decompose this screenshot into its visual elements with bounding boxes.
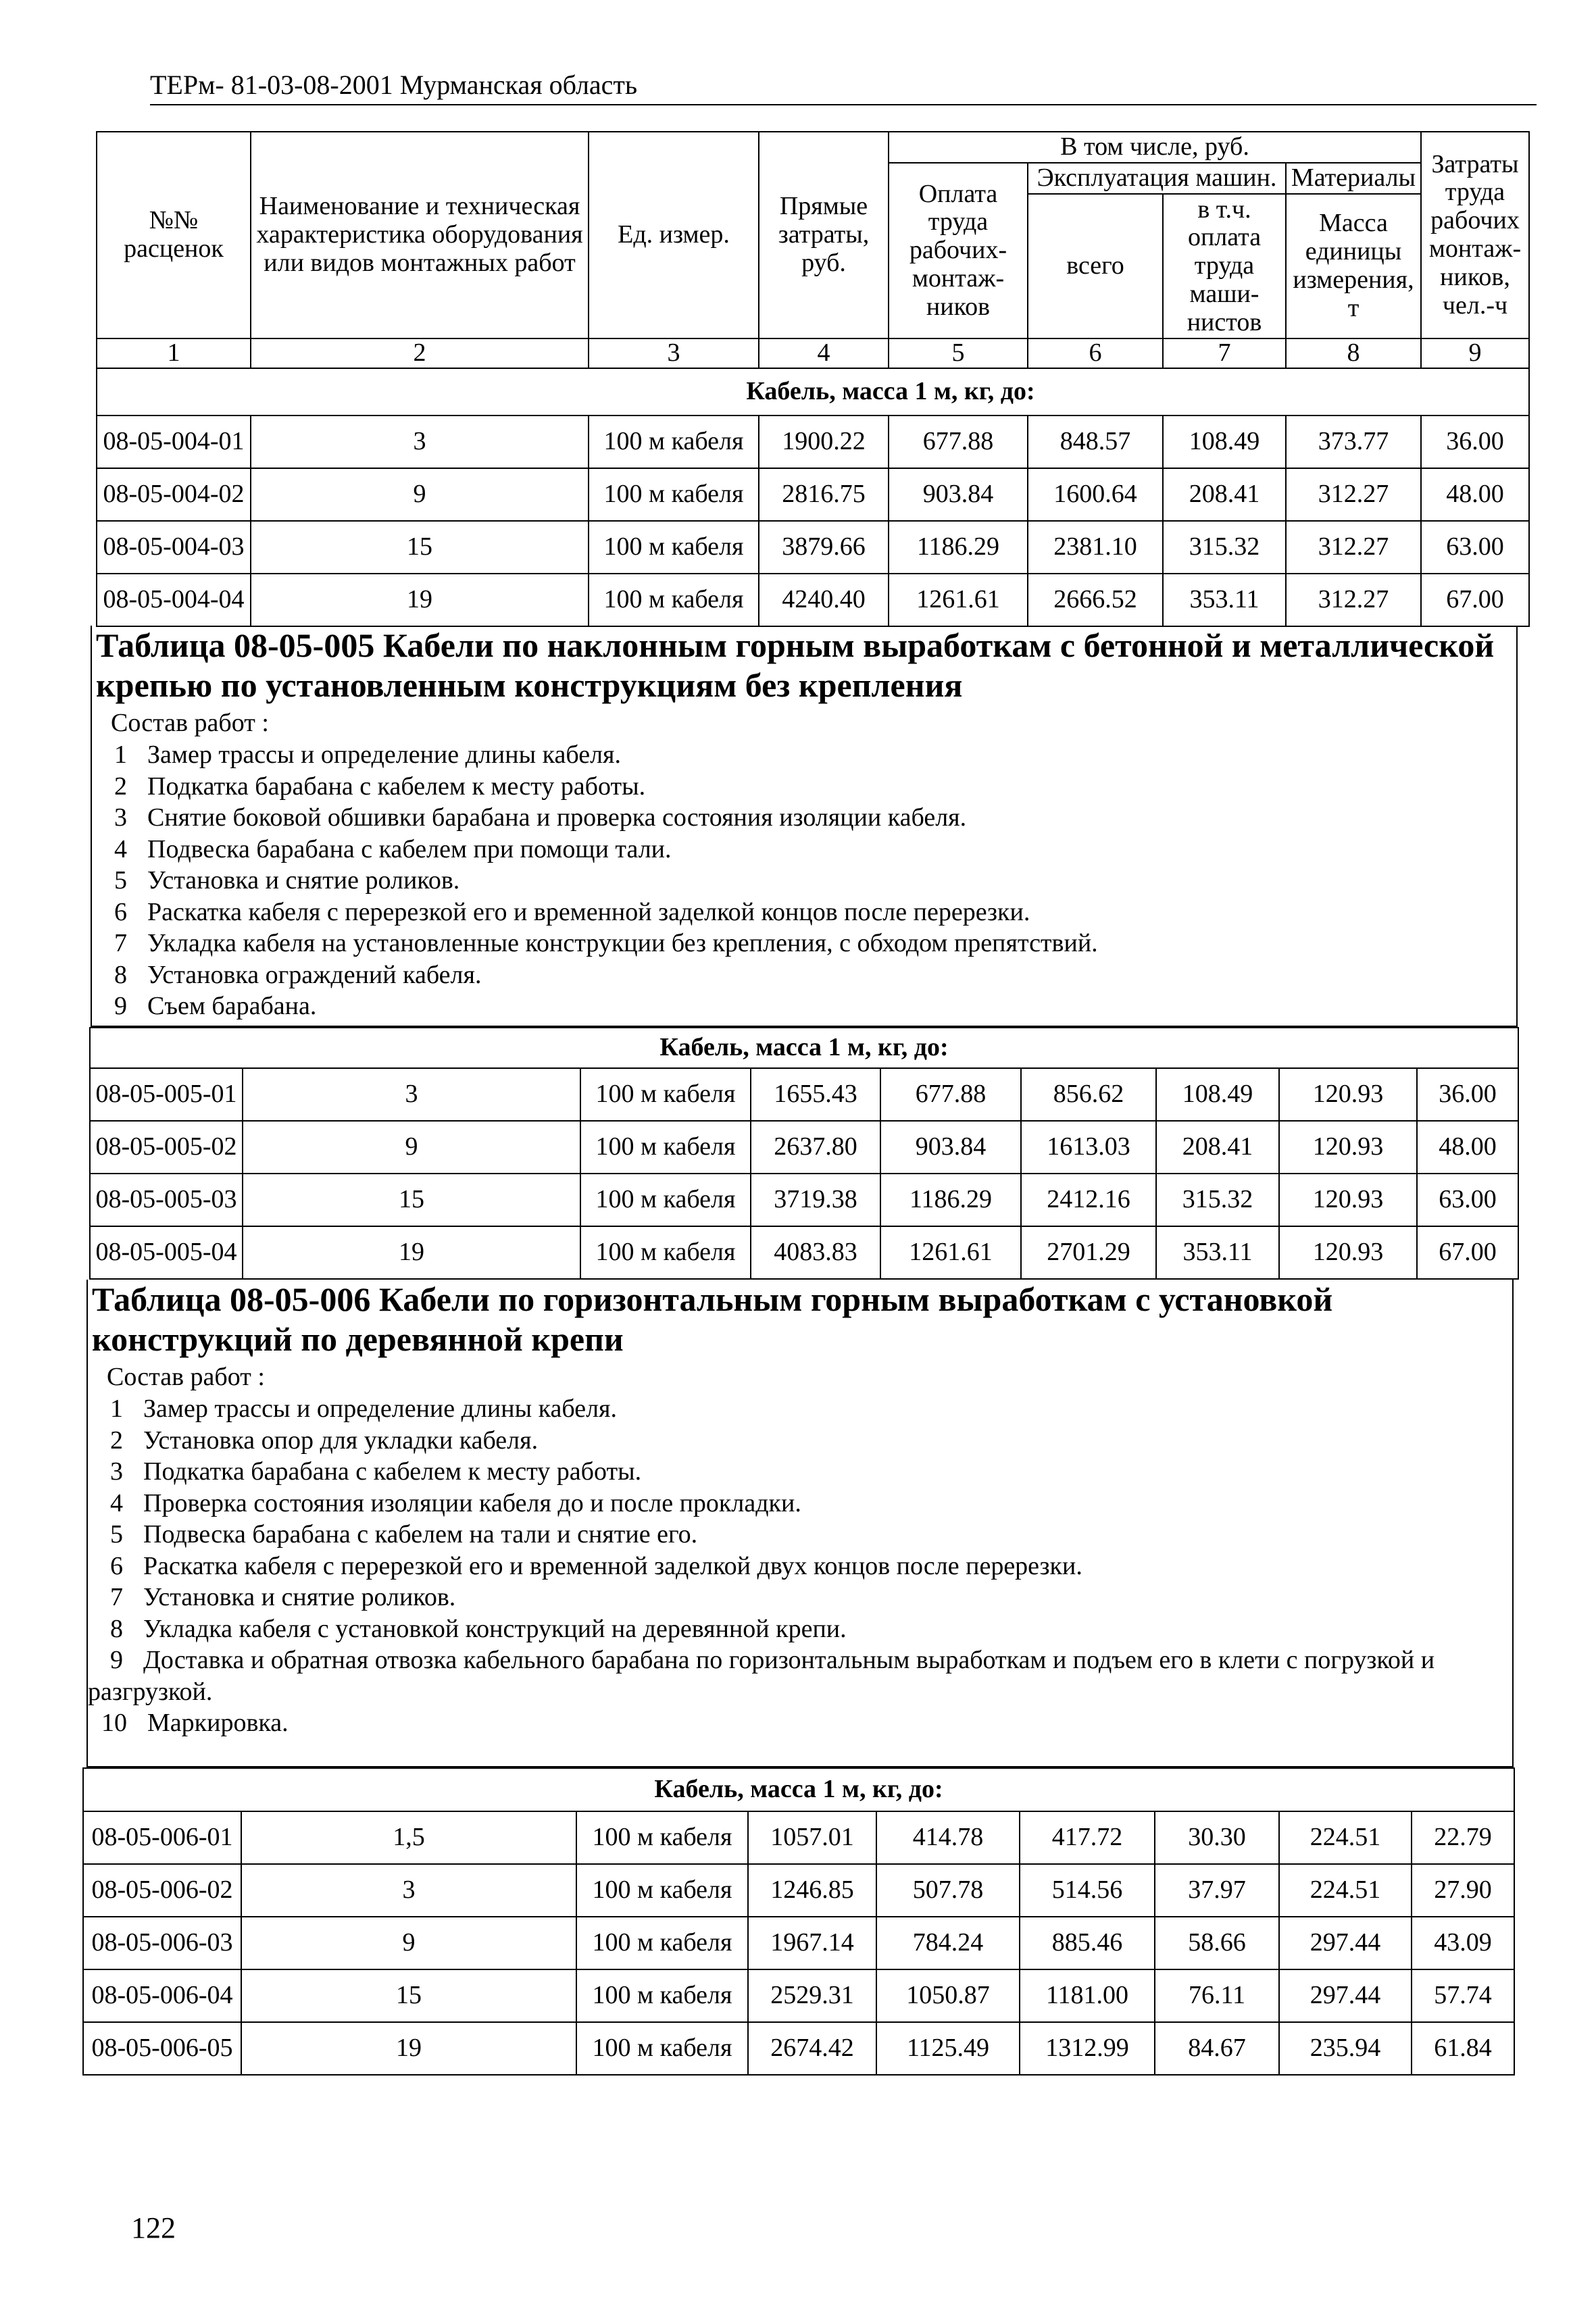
list-item: 9 Доставка и обратная отвозка кабельного барабана по горизонтальным выработкам и подъем его в клети с погрузкой и разгрузкой.	[88, 1646, 1435, 1706]
machines-total: 1613.03	[1021, 1121, 1156, 1174]
unit-of-measure: 100 м кабеля	[589, 468, 759, 521]
materials: 120.93	[1279, 1121, 1417, 1174]
work-composition-label: Состав работ :	[107, 1363, 265, 1391]
direct-costs: 2674.42	[748, 2022, 876, 2075]
unit-of-measure: 100 м кабеля	[589, 574, 759, 626]
direct-costs: 1246.85	[748, 1864, 876, 1917]
machinist-pay: 84.67	[1155, 2022, 1279, 2075]
materials: 297.44	[1279, 1917, 1412, 1969]
table-subheader: Кабель, масса 1 м, кг, до:	[90, 1028, 1518, 1068]
col-header-machines: Эксплуатация машин.	[1028, 163, 1286, 194]
labor-cost: 67.00	[1421, 574, 1529, 626]
machines-total: 2701.29	[1021, 1226, 1156, 1279]
machines-total: 856.62	[1021, 1068, 1156, 1121]
machines-total: 885.46	[1020, 1917, 1155, 1969]
unit-of-measure: 100 м кабеля	[589, 416, 759, 468]
labor-cost: 22.79	[1412, 1811, 1514, 1864]
cable-mass: 15	[241, 1969, 576, 2022]
materials: 235.94	[1279, 2022, 1412, 2075]
table-row	[97, 468, 1529, 521]
col-header-machines-total: всего	[1028, 194, 1163, 338]
machines-total: 2381.10	[1028, 521, 1163, 574]
labor-cost: 36.00	[1417, 1068, 1518, 1121]
cable-mass: 9	[243, 1121, 580, 1174]
col-number-3: 3	[589, 338, 759, 368]
list-item: 4 Проверка состояния изоляции кабеля до и после прокладки.	[110, 1488, 801, 1517]
list-item: 7 Установка и снятие роликов.	[110, 1583, 456, 1611]
cable-mass: 3	[243, 1068, 580, 1121]
cable-mass: 15	[243, 1174, 580, 1226]
cable-mass: 9	[251, 468, 589, 521]
materials: 120.93	[1279, 1068, 1417, 1121]
rate-code: 08-05-006-01	[83, 1811, 241, 1864]
unit-of-measure: 100 м кабеля	[580, 1174, 751, 1226]
list-item: 8 Укладка кабеля с установкой конструкций на деревянной крепи.	[110, 1614, 847, 1643]
table-row	[90, 1121, 1518, 1174]
unit-of-measure: 100 м кабеля	[580, 1121, 751, 1174]
section-08-05-006	[86, 1280, 1514, 1767]
labor-cost: 27.90	[1412, 1864, 1514, 1917]
unit-of-measure: 100 м кабеля	[576, 1864, 748, 1917]
labor-pay: 1261.61	[880, 1226, 1021, 1279]
labor-cost: 48.00	[1417, 1121, 1518, 1174]
price-table-08-05-006	[82, 1767, 1515, 2076]
machines-total: 1600.64	[1028, 468, 1163, 521]
table-row	[83, 1811, 1514, 1864]
col-header-materials: Материалы	[1286, 163, 1421, 194]
section-title: Таблица 08-05-006 Кабели по горизонтальным горным выработкам с установкой конструкций по деревянной крепи	[92, 1280, 1333, 1358]
list-item: 1 Замер трассы и определение длины кабеля.	[110, 1394, 618, 1423]
col-number-7: 7	[1163, 338, 1286, 368]
work-composition-list	[92, 739, 1516, 1022]
table-row	[97, 416, 1529, 468]
materials: 312.27	[1286, 574, 1421, 626]
col-header-labor-pay: Оплата труда рабочих-монтаж-ников	[889, 163, 1028, 338]
direct-costs: 2637.80	[751, 1121, 880, 1174]
list-item: 1 Замер трассы и определение длины кабеля.	[114, 740, 622, 769]
list-item: 10 Маркировка.	[101, 1709, 289, 1737]
labor-cost: 57.74	[1412, 1969, 1514, 2022]
machinist-pay: 30.30	[1155, 1811, 1279, 1864]
materials: 120.93	[1279, 1226, 1417, 1279]
unit-of-measure: 100 м кабеля	[580, 1226, 751, 1279]
direct-costs: 1967.14	[748, 1917, 876, 1969]
rate-code: 08-05-004-02	[97, 468, 251, 521]
col-header-direct-costs: Прямые затраты, руб.	[759, 132, 889, 338]
materials: 312.27	[1286, 521, 1421, 574]
page-number: 122	[131, 2211, 176, 2244]
machinist-pay: 37.97	[1155, 1864, 1279, 1917]
price-table-08-05-004	[96, 131, 1530, 627]
unit-of-measure: 100 м кабеля	[576, 2022, 748, 2075]
list-item: 2 Установка опор для укладки кабеля.	[110, 1426, 539, 1455]
header-divider	[150, 104, 1537, 105]
direct-costs: 4083.83	[751, 1226, 880, 1279]
machinist-pay: 315.32	[1163, 521, 1286, 574]
section-08-05-005	[91, 626, 1518, 1027]
direct-costs: 3719.38	[751, 1174, 880, 1226]
col-header-labor-cost: Затраты труда рабочих монтаж-ников, чел.-ч	[1421, 132, 1529, 338]
list-item: 8 Установка ограждений кабеля.	[114, 960, 482, 989]
col-number-1: 1	[97, 338, 251, 368]
labor-cost: 36.00	[1421, 416, 1529, 468]
machinist-pay: 208.41	[1163, 468, 1286, 521]
labor-cost: 61.84	[1412, 2022, 1514, 2075]
machines-total: 1181.00	[1020, 1969, 1155, 2022]
list-item: 9 Съем барабана.	[114, 992, 317, 1020]
materials: 120.93	[1279, 1174, 1417, 1226]
table-row	[97, 574, 1529, 626]
machinist-pay: 76.11	[1155, 1969, 1279, 2022]
direct-costs: 1057.01	[748, 1811, 876, 1864]
list-item: 4 Подвеска барабана с кабелем при помощи тали.	[114, 834, 672, 863]
labor-pay: 677.88	[880, 1068, 1021, 1121]
materials: 312.27	[1286, 468, 1421, 521]
labor-pay: 414.78	[876, 1811, 1020, 1864]
rate-code: 08-05-005-04	[90, 1226, 243, 1279]
machines-total: 2412.16	[1021, 1174, 1156, 1226]
labor-pay: 677.88	[889, 416, 1028, 468]
table-row	[83, 1917, 1514, 1969]
labor-pay: 1261.61	[889, 574, 1028, 626]
unit-of-measure: 100 м кабеля	[580, 1068, 751, 1121]
rate-code: 08-05-005-02	[90, 1121, 243, 1174]
labor-pay: 903.84	[889, 468, 1028, 521]
labor-cost: 63.00	[1421, 521, 1529, 574]
col-header-name: Наименование и техническая характеристика оборудования или видов монтажных работ	[251, 132, 589, 338]
col-header-machines-labor: в т.ч. оплата труда маши-нистов	[1163, 194, 1286, 338]
col-header-mass: Масса единицы измерения, т	[1286, 194, 1421, 338]
unit-of-measure: 100 м кабеля	[576, 1969, 748, 2022]
rate-code: 08-05-006-02	[83, 1864, 241, 1917]
labor-pay: 1186.29	[880, 1174, 1021, 1226]
cable-mass: 19	[241, 2022, 576, 2075]
machinist-pay: 353.11	[1156, 1226, 1279, 1279]
page-header-title: ТЕРм- 81-03-08-2001 Мурманская область	[150, 70, 638, 100]
col-number-2: 2	[251, 338, 589, 368]
section-title: Таблица 08-05-005 Кабели по наклонным горным выработкам с бетонной и металлической крепью по установленным конструкциям без крепления	[96, 626, 1495, 704]
labor-cost: 63.00	[1417, 1174, 1518, 1226]
col-number-5: 5	[889, 338, 1028, 368]
cable-mass: 15	[251, 521, 589, 574]
list-item: 5 Установка и снятие роликов.	[114, 866, 460, 895]
col-header-code: №№ расценок	[97, 132, 251, 338]
rate-code: 08-05-004-01	[97, 416, 251, 468]
list-item: 5 Подвеска барабана с кабелем на тали и снятие его.	[110, 1520, 698, 1549]
direct-costs: 1655.43	[751, 1068, 880, 1121]
unit-of-measure: 100 м кабеля	[576, 1917, 748, 1969]
price-table-08-05-005	[89, 1027, 1519, 1280]
list-item: 3 Снятие боковой обшивки барабана и проверка состояния изоляции кабеля.	[114, 803, 967, 832]
machinist-pay: 353.11	[1163, 574, 1286, 626]
direct-costs: 1900.22	[759, 416, 889, 468]
labor-cost: 43.09	[1412, 1917, 1514, 1969]
table-row	[90, 1068, 1518, 1121]
table-row	[90, 1226, 1518, 1279]
cable-mass: 3	[251, 416, 589, 468]
machinist-pay: 108.49	[1163, 416, 1286, 468]
rate-code: 08-05-006-03	[83, 1917, 241, 1969]
direct-costs: 2529.31	[748, 1969, 876, 2022]
machines-total: 417.72	[1020, 1811, 1155, 1864]
unit-of-measure: 100 м кабеля	[576, 1811, 748, 1864]
rate-code: 08-05-006-05	[83, 2022, 241, 2075]
machinist-pay: 58.66	[1155, 1917, 1279, 1969]
col-header-unit: Ед. измер.	[589, 132, 759, 338]
machines-total: 514.56	[1020, 1864, 1155, 1917]
machinist-pay: 108.49	[1156, 1068, 1279, 1121]
col-number-9: 9	[1421, 338, 1529, 368]
work-composition-list	[88, 1393, 1512, 1739]
labor-pay: 784.24	[876, 1917, 1020, 1969]
materials: 297.44	[1279, 1969, 1412, 2022]
materials: 373.77	[1286, 416, 1421, 468]
cable-mass: 19	[251, 574, 589, 626]
labor-pay: 903.84	[880, 1121, 1021, 1174]
labor-pay: 1125.49	[876, 2022, 1020, 2075]
unit-of-measure: 100 м кабеля	[589, 521, 759, 574]
machines-total: 2666.52	[1028, 574, 1163, 626]
labor-cost: 48.00	[1421, 468, 1529, 521]
labor-pay: 1186.29	[889, 521, 1028, 574]
table-row	[90, 1174, 1518, 1226]
direct-costs: 3879.66	[759, 521, 889, 574]
list-item: 7 Укладка кабеля на установленные конструкции без крепления, с обходом препятствий.	[114, 929, 1098, 957]
materials: 224.51	[1279, 1864, 1412, 1917]
work-composition-label: Состав работ :	[111, 709, 269, 737]
rate-code: 08-05-006-04	[83, 1969, 241, 2022]
list-item: 6 Раскатка кабеля с перерезкой его и временной заделкой двух концов после перерезки.	[110, 1551, 1082, 1580]
labor-pay: 1050.87	[876, 1969, 1020, 2022]
rate-code: 08-05-005-01	[90, 1068, 243, 1121]
cable-mass: 9	[241, 1917, 576, 1969]
machinist-pay: 208.41	[1156, 1121, 1279, 1174]
col-number-6: 6	[1028, 338, 1163, 368]
table-subheader: Кабель, масса 1 м, кг, до:	[83, 1768, 1514, 1811]
cable-mass: 1,5	[241, 1811, 576, 1864]
machinist-pay: 315.32	[1156, 1174, 1279, 1226]
rate-code: 08-05-004-04	[97, 574, 251, 626]
cable-mass: 19	[243, 1226, 580, 1279]
machines-total: 848.57	[1028, 416, 1163, 468]
list-item: 2 Подкатка барабана с кабелем к месту работы.	[114, 772, 646, 801]
rate-code: 08-05-004-03	[97, 521, 251, 574]
labor-pay: 507.78	[876, 1864, 1020, 1917]
col-number-4: 4	[759, 338, 889, 368]
machines-total: 1312.99	[1020, 2022, 1155, 2075]
table-subheader: Кабель, масса 1 м, кг, до:	[97, 368, 1529, 416]
col-number-8: 8	[1286, 338, 1421, 368]
direct-costs: 4240.40	[759, 574, 889, 626]
table-row	[83, 2022, 1514, 2075]
table-row	[83, 1969, 1514, 2022]
col-header-including: В том числе, руб.	[889, 132, 1421, 163]
materials: 224.51	[1279, 1811, 1412, 1864]
list-item: 6 Раскатка кабеля с перерезкой его и временной заделкой концов после перерезки.	[114, 897, 1030, 926]
table-row	[83, 1864, 1514, 1917]
table-row	[97, 521, 1529, 574]
rate-code: 08-05-005-03	[90, 1174, 243, 1226]
direct-costs: 2816.75	[759, 468, 889, 521]
labor-cost: 67.00	[1417, 1226, 1518, 1279]
list-item: 3 Подкатка барабана с кабелем к месту работы.	[110, 1457, 642, 1486]
cable-mass: 3	[241, 1864, 576, 1917]
